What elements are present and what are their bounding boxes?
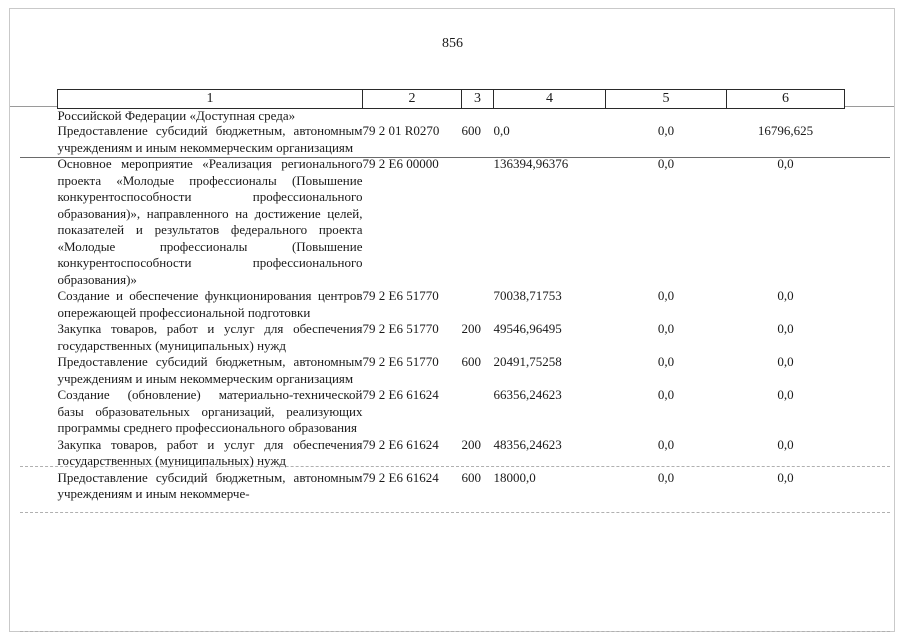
- scan-line: [20, 512, 890, 513]
- table-row: [58, 470, 845, 503]
- row-code: 79 2 E6 61624: [362, 436, 439, 452]
- row-amount-col6: 0,0: [777, 436, 794, 452]
- row-name: Основное мероприятие «Реализация регионального проекта «Молодые профессионалы (Повышение конкурентоспособности профессионального образования)», направленного на достижение целей, показателей и результатов федерального проекта «Молодые профессионалы (Повышение конкурентоспособности профессионального образования)»: [57, 156, 363, 287]
- row-name: Создание (обновление) материально-технической базы образовательных организаций, реализующих программы среднего профессионального образования: [57, 387, 363, 435]
- row-name: Закупка товаров, работ и услуг для обеспечения государственных (муниципальных) нужд: [57, 321, 363, 353]
- row-expense-type: 600: [461, 354, 481, 369]
- table-row: [58, 354, 845, 387]
- row-code: [363, 109, 462, 124]
- row-code: 79 2 E6 51770: [362, 354, 439, 369]
- budget-table: [57, 89, 845, 503]
- row-code: 79 2 E6 51770: [362, 288, 439, 303]
- row-expense-type: [462, 387, 494, 437]
- table-row: [58, 156, 845, 288]
- table-row: [58, 321, 845, 354]
- row-amount-col6: 0,0: [777, 288, 794, 303]
- column-header: 1: [58, 90, 363, 109]
- table-row: [58, 109, 845, 124]
- table-row: [58, 437, 845, 470]
- row-amount-col5: 0,0: [657, 469, 675, 485]
- row-amount-col5: 0,0: [657, 436, 675, 452]
- column-header: 6: [727, 90, 845, 109]
- row-amount-col6: 0,0: [777, 321, 794, 336]
- scan-line: [844, 106, 894, 107]
- row-amount-col5: [606, 109, 727, 124]
- row-amount-col5: 0,0: [657, 288, 675, 303]
- row-code: 79 2 E6 51770: [362, 321, 439, 336]
- row-expense-type: [462, 156, 494, 288]
- row-amount-col4: 48356,24623: [493, 436, 562, 452]
- row-name: Предоставление субсидий бюджетным, автономным учреждениям и иным некоммерческим организациям: [57, 354, 363, 386]
- row-amount-col6: 0,0: [777, 469, 794, 485]
- row-name: Предоставление субсидий бюджетным, автономным учреждениям и иным некоммерче-: [57, 469, 363, 501]
- row-code: 79 2 E6 61624: [362, 469, 439, 485]
- row-amount-col5: 0,0: [657, 321, 675, 336]
- row-code: 79 2 01 R0270: [362, 123, 440, 138]
- row-amount-col6: 0,0: [777, 354, 794, 369]
- column-header: 5: [606, 90, 727, 109]
- scan-line: [20, 631, 890, 632]
- page-number: 856: [442, 36, 463, 51]
- row-amount-col5: 0,0: [657, 387, 675, 402]
- table-row: [58, 123, 845, 156]
- row-amount-col5: 0,0: [657, 123, 675, 138]
- row-name: Предоставление субсидий бюджетным, автономным учреждениям и иным некоммерческим организациям: [57, 123, 363, 155]
- table-row: [58, 387, 845, 437]
- row-amount-col4: [494, 109, 606, 124]
- row-code: 79 2 E6 00000: [362, 156, 439, 171]
- row-expense-type: 200: [461, 436, 481, 452]
- scan-line: [10, 106, 58, 107]
- row-expense-type: 600: [461, 123, 481, 138]
- row-expense-type: [462, 288, 494, 321]
- table-row: [58, 288, 845, 321]
- row-amount-col4: 66356,24623: [493, 387, 562, 402]
- row-amount-col5: 0,0: [657, 156, 675, 171]
- row-name: Закупка товаров, работ и услуг для обеспечения государственных (муниципальных) нужд: [57, 436, 363, 468]
- column-header: 2: [363, 90, 462, 109]
- row-amount-col6: 0,0: [777, 156, 794, 171]
- row-amount-col6: 16796,625: [757, 123, 814, 138]
- row-expense-type: 200: [461, 321, 481, 336]
- row-amount-col4: 136394,96376: [493, 156, 569, 171]
- row-amount-col4: 18000,0: [493, 469, 536, 485]
- row-expense-type: 600: [461, 469, 481, 485]
- row-amount-col5: 0,0: [657, 354, 675, 369]
- table-header-row: [58, 90, 845, 109]
- row-amount-col4: 70038,71753: [493, 288, 562, 303]
- row-amount-col4: 0,0: [493, 123, 510, 138]
- row-name: Российской Федерации «Доступная среда»: [57, 108, 296, 123]
- row-amount-col4: 49546,96495: [493, 321, 562, 336]
- row-code: 79 2 E6 61624: [362, 387, 439, 402]
- row-name: Создание и обеспечение функционирования центров опережающей профессиональной подготовки: [57, 288, 363, 320]
- column-header: 4: [494, 90, 606, 109]
- row-amount-col6: 0,0: [777, 387, 794, 402]
- row-expense-type: [462, 109, 494, 124]
- row-amount-col4: 20491,75258: [493, 354, 562, 369]
- row-amount-col6: [727, 109, 845, 124]
- column-header: 3: [462, 90, 494, 109]
